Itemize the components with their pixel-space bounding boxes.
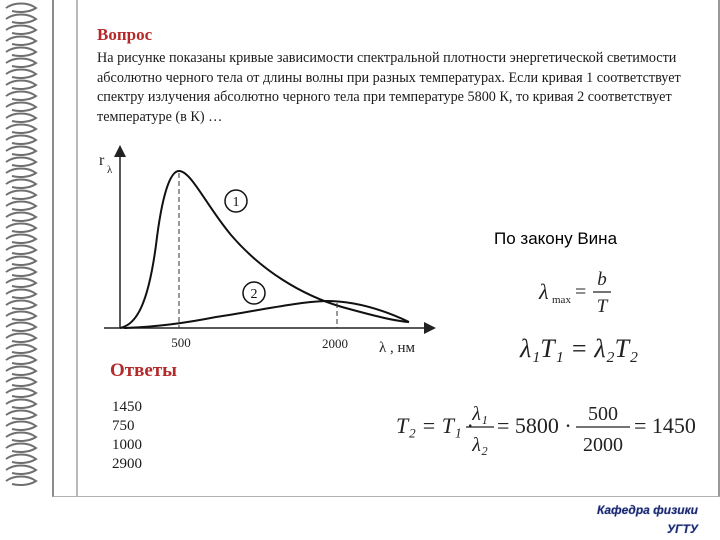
calc-result: = 1450 — [634, 413, 696, 438]
spiral-loop — [6, 301, 36, 310]
spiral-loop — [6, 235, 36, 244]
spiral-loop — [6, 4, 36, 13]
curve-1-label: 1 — [232, 195, 240, 210]
spiral-loop — [6, 290, 36, 299]
wien-law-label: По закону Вина — [494, 229, 618, 248]
spiral-loop — [6, 15, 36, 24]
answer-option[interactable]: 1000 — [112, 437, 142, 453]
spiral-loop — [6, 180, 36, 189]
answer-option[interactable]: 750 — [112, 418, 135, 434]
spiral-loop — [6, 147, 36, 156]
x-tick-2000: 2000 — [322, 336, 348, 351]
curve-1 — [120, 171, 409, 328]
spiral-loop — [6, 323, 36, 332]
spiral-loop — [6, 257, 36, 266]
x-axis-label: λ , нм — [379, 340, 416, 356]
spiral-loop — [6, 213, 36, 222]
calculation-formula — [396, 396, 706, 462]
spiral-loop — [6, 169, 36, 178]
calc-frac2-den: 2000 — [583, 434, 623, 456]
x-tick-500: 500 — [171, 335, 191, 350]
spiral-loop — [6, 433, 36, 442]
y-axis-sublabel: λ — [107, 164, 113, 176]
spiral-loop — [6, 378, 36, 387]
wien-sub: max — [552, 294, 571, 306]
spiral-loop — [6, 81, 36, 90]
spiral-loop — [6, 37, 36, 46]
spiral-loop — [6, 92, 36, 101]
margin-line — [76, 0, 78, 496]
spiral-loop — [6, 455, 36, 464]
spiral-loop — [6, 389, 36, 398]
y-axis-label: r — [99, 152, 105, 169]
question-title: Вопрос — [97, 25, 153, 44]
spiral-loop — [6, 422, 36, 431]
spiral-loop — [6, 367, 36, 376]
question-text: На рисунке показаны кривые зависимости спектральной плотности энергетической светимости абсолютно черного тела от длины волны при разных температурах. Если кривая 1 соответствует спектру излучения абсолютно черного тела при температуре 5800 К, то кривая 2 соответствует температуре (в К) … — [97, 50, 681, 125]
spiral-loop — [6, 48, 36, 57]
spiral-loop — [6, 345, 36, 354]
spiral-loop — [6, 26, 36, 35]
answers-title: Ответы — [110, 360, 177, 381]
university-label: УГТУ — [667, 522, 698, 536]
calc-frac1-num: λ₁ — [472, 403, 488, 425]
wien-numerator: b — [597, 269, 607, 290]
answers-list — [112, 398, 142, 474]
curve-2-label: 2 — [250, 287, 258, 302]
calc-mid: = 5800 · — [497, 413, 572, 438]
curve-2 — [124, 301, 409, 328]
spiral-loop — [6, 114, 36, 123]
spiral-loop — [6, 312, 36, 321]
wien-denominator: T — [596, 296, 608, 317]
spiral-loop — [6, 158, 36, 167]
spiral-loop — [6, 477, 36, 486]
answer-option[interactable]: 2900 — [112, 456, 142, 472]
department-label: Кафедра физики — [596, 503, 698, 517]
spiral-loop — [6, 136, 36, 145]
svg-text:=: = — [575, 281, 587, 303]
spiral-loop — [6, 191, 36, 200]
wien-lambda: λ — [539, 279, 549, 304]
answer-option[interactable]: 1450 — [112, 399, 142, 415]
spiral-loop — [6, 125, 36, 134]
spectrum-graph — [96, 145, 436, 365]
spiral-loop — [6, 268, 36, 277]
spiral-loop — [6, 70, 36, 79]
spiral-loop — [6, 59, 36, 68]
spiral-loop — [6, 334, 36, 343]
spiral-loop — [6, 224, 36, 233]
spiral-loop — [6, 246, 36, 255]
equality-relation: λ₁T₁ = λ₂T₂ — [520, 334, 639, 363]
calc-frac1-den: λ₂ — [472, 434, 488, 456]
spiral-loop — [6, 400, 36, 409]
spiral-loop — [6, 279, 36, 288]
notebook-spiral — [0, 0, 52, 496]
spiral-loop — [6, 202, 36, 211]
calc-frac2-num: 500 — [588, 403, 618, 425]
calc-lhs: T₂ = T₁ · — [396, 413, 473, 438]
spiral-loop — [6, 466, 36, 475]
spiral-loop — [6, 444, 36, 453]
spiral-loop — [6, 411, 36, 420]
spiral-loop — [6, 103, 36, 112]
spiral-loop — [6, 356, 36, 365]
wien-formula — [535, 262, 625, 322]
